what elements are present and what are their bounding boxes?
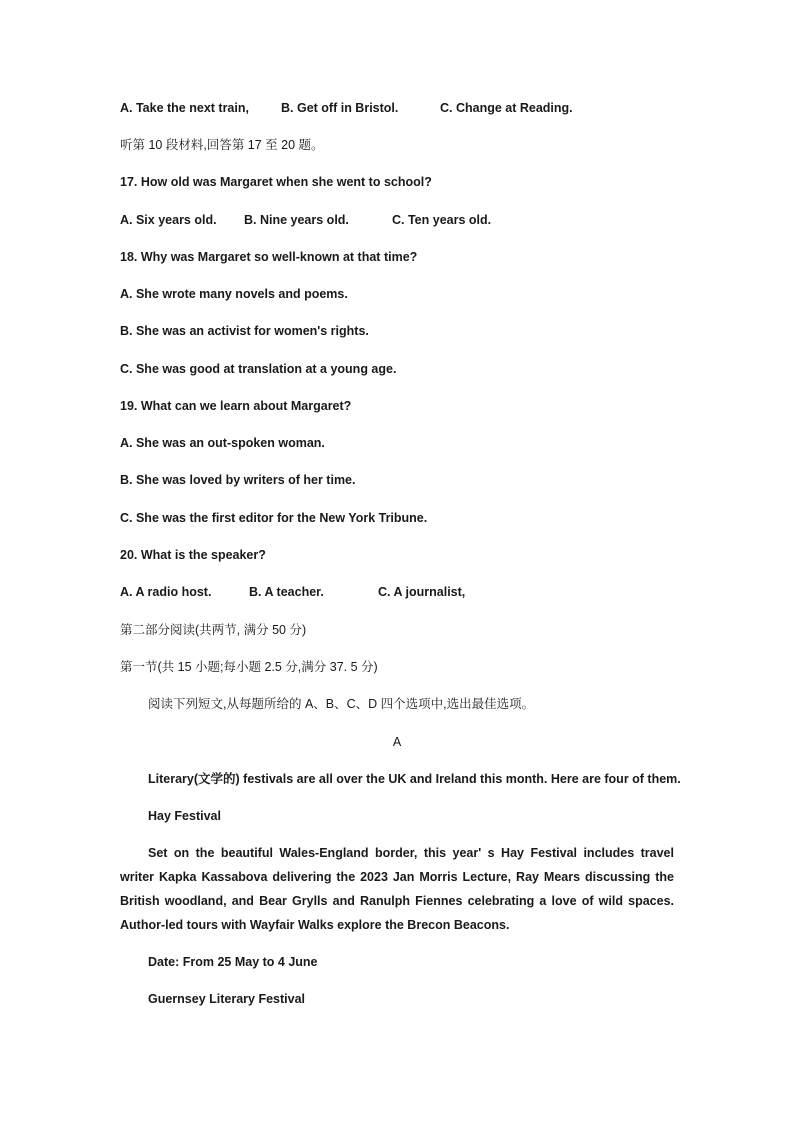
q19-option-c: C. She was the first editor for the New York Tribune. xyxy=(120,511,428,525)
q17-stem: 17. How old was Margaret when she went to school? xyxy=(120,175,432,189)
q16-option-a: A. Take the next train, xyxy=(120,101,249,115)
q19-option-a: A. She was an out-spoken woman. xyxy=(120,436,325,450)
part2-title: 第二部分阅读(共两节, 满分 50 分) xyxy=(120,623,307,637)
section1-title: 第一节(共 15 小题;每小题 2.5 分,满分 37. 5 分) xyxy=(120,660,378,674)
guernsey-festival-title: Guernsey Literary Festival xyxy=(148,992,306,1006)
q18-stem: 18. Why was Margaret so well-known at that time? xyxy=(120,250,418,264)
q17-option-c: C. Ten years old. xyxy=(392,213,492,227)
q20-option-a: A. A radio host. xyxy=(120,585,212,599)
passage-intro: Literary(文学的) festivals are all over the UK and Ireland this month. Here are four of them. xyxy=(148,772,681,786)
reading-instructions: 阅读下列短文,从每题所给的 A、B、C、D 四个选项中,选出最佳选项。 xyxy=(148,697,535,711)
q20-option-c: C. A journalist, xyxy=(378,585,466,599)
hay-festival-date: Date: From 25 May to 4 June xyxy=(148,955,318,969)
q18-option-c: C. She was good at translation at a young age. xyxy=(120,362,397,376)
hay-festival-body: Set on the beautiful Wales-England border, this year' s Hay Festival includes travel writer Kapka Kassabova delivering the 2023 Jan Morris Lecture, Ray Mears discussing the British woodland, and Bear Grylls and Ranulph Fiennes celebrating a love of wild spaces. Author-led tours with Wayfair Walks explore the Brecon Beacons. xyxy=(120,846,674,932)
hay-festival-title: Hay Festival xyxy=(148,809,221,823)
q20-stem: 20. What is the speaker? xyxy=(120,548,266,562)
q18-option-b: B. She was an activist for women's rights. xyxy=(120,324,369,338)
passage-label: A xyxy=(392,735,402,749)
q17-option-a: A. Six years old. xyxy=(120,213,217,227)
listening-section-note: 听第 10 段材料,回答第 17 至 20 题。 xyxy=(120,138,324,152)
q19-option-b: B. She was loved by writers of her time. xyxy=(120,473,356,487)
q17-option-b: B. Nine years old. xyxy=(244,213,349,227)
q18-option-a: A. She wrote many novels and poems. xyxy=(120,287,348,301)
q19-stem: 19. What can we learn about Margaret? xyxy=(120,399,352,413)
q16-option-b: B. Get off in Bristol. xyxy=(281,101,399,115)
q20-option-b: B. A teacher. xyxy=(249,585,324,599)
q16-option-c: C. Change at Reading. xyxy=(440,101,573,115)
